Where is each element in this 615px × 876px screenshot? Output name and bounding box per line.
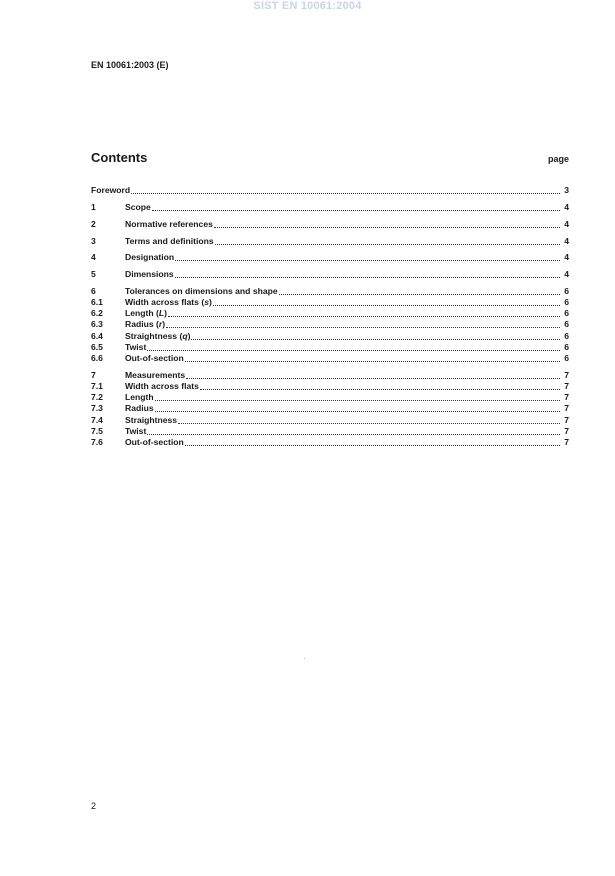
toc-entry[interactable]	[91, 297, 569, 308]
toc-entry-number: 2	[91, 218, 96, 229]
toc-entry-title: Normative references	[125, 218, 213, 229]
toc-entry[interactable]	[91, 381, 569, 392]
toc-entry[interactable]	[91, 286, 569, 297]
toc-entry[interactable]	[91, 426, 569, 437]
toc-entry-page: 3	[564, 185, 569, 196]
footer-page-number: 2	[91, 801, 97, 811]
toc-entry-page: 4	[564, 218, 569, 229]
toc-entry-title: Width across flats	[125, 380, 199, 391]
toc-entry-page: 4	[564, 235, 569, 246]
toc-entry[interactable]	[91, 414, 569, 425]
scan-speck	[304, 658, 305, 659]
toc-entry-page: 7	[564, 436, 569, 447]
toc-entry-page: 6	[564, 341, 569, 352]
toc-entry-page: 4	[564, 201, 569, 212]
toc-entry-page: 7	[564, 380, 569, 391]
toc-leader-dots	[214, 221, 560, 228]
toc-leader-dots	[279, 288, 560, 295]
toc-entry-page: 6	[564, 353, 569, 363]
toc-entry-number: 7.2	[91, 392, 103, 403]
toc-entry-number: 7	[91, 369, 96, 380]
toc-entry[interactable]	[91, 269, 569, 280]
toc-entry-number: 6.6	[91, 353, 103, 363]
toc-entry-page: 7	[564, 403, 569, 414]
toc-entry-number: 6	[91, 285, 96, 296]
toc-leader-dots	[213, 299, 560, 306]
watermark: SIST EN 10061:2004	[253, 0, 362, 12]
toc-entry[interactable]	[91, 235, 569, 246]
toc-entry-page: 6	[564, 285, 569, 296]
toc-entry-number: 5	[91, 269, 96, 280]
toc-leader-dots	[166, 321, 560, 328]
toc-entry-page: 6	[564, 297, 569, 308]
toc-entry-number: 4	[91, 252, 96, 263]
toc-entry[interactable]	[91, 319, 569, 330]
toc-entry[interactable]	[91, 370, 569, 381]
document-id: EN 10061:2003 (E)	[91, 60, 169, 70]
toc-leader-dots	[147, 428, 560, 435]
toc-entry-page: 6	[564, 319, 569, 330]
toc-leader-dots	[175, 271, 560, 278]
contents-title: Contents	[91, 150, 148, 165]
toc-entry-page: 6	[564, 308, 569, 319]
toc-entry-title: Radius (r)	[125, 319, 166, 330]
toc-entry-number: 6.1	[91, 297, 103, 308]
toc-entry-title: Scope	[125, 201, 151, 212]
toc-entry-page: 6	[564, 330, 569, 341]
toc-entry[interactable]	[91, 202, 569, 213]
toc-leader-dots	[131, 187, 560, 194]
toc-entry[interactable]	[91, 219, 569, 230]
toc-entry-title: Designation	[125, 252, 175, 263]
toc-entry-number: 7.5	[91, 425, 103, 436]
toc-entry-number: 7.1	[91, 380, 103, 391]
page-column-heading: page	[547, 154, 569, 164]
toc-entry-page: 7	[564, 414, 569, 425]
toc-entry[interactable]	[91, 437, 569, 448]
toc-leader-dots	[185, 439, 560, 446]
toc-entry-number: 7.4	[91, 414, 103, 425]
toc-entry-number: 6.2	[91, 308, 103, 319]
toc-entry-title: Measurements	[125, 369, 186, 380]
toc-entry[interactable]	[91, 185, 569, 196]
toc-entry-page: 4	[564, 252, 569, 263]
toc-entry-title: Width across flats (s)	[125, 297, 212, 308]
toc-leader-dots	[185, 355, 560, 362]
toc-leader-dots	[155, 405, 560, 412]
toc-entry[interactable]	[91, 342, 569, 353]
toc-entry[interactable]	[91, 330, 569, 341]
toc-entry-page: 7	[564, 392, 569, 403]
toc-entry-number: 3	[91, 235, 96, 246]
toc-entry[interactable]	[91, 392, 569, 403]
toc-entry-title: Twist	[125, 425, 147, 436]
toc-entry[interactable]	[91, 403, 569, 414]
toc-entry-title: Out-of-section	[125, 436, 184, 447]
toc-leader-dots	[178, 417, 560, 424]
toc-entry-number: 1	[91, 201, 96, 212]
toc-entry-title: Terms and definitions	[125, 235, 214, 246]
toc-entry-page: 7	[564, 425, 569, 436]
toc-entry-title: Length (L)	[125, 308, 168, 319]
toc-entry-title: Radius	[125, 403, 154, 414]
toc-entry-title: Tolerances on dimensions and shape	[125, 285, 278, 296]
toc-entry-title: Twist	[125, 341, 147, 352]
toc-entry-page: 7	[564, 369, 569, 380]
toc-leader-dots	[152, 204, 560, 211]
toc-entry-title: Foreword	[91, 185, 131, 196]
toc-entry-title: Out-of-section	[125, 353, 184, 363]
table-of-contents	[91, 185, 569, 448]
toc-leader-dots	[186, 372, 560, 379]
toc-entry-number: 7.3	[91, 403, 103, 414]
toc-leader-dots	[175, 254, 560, 261]
toc-leader-dots	[147, 344, 560, 351]
toc-entry-number: 7.6	[91, 436, 103, 447]
toc-entry-number: 6.5	[91, 341, 103, 352]
toc-leader-dots	[200, 383, 560, 390]
toc-entry-title: Dimensions	[125, 269, 174, 280]
toc-leader-dots	[191, 333, 560, 340]
toc-entry[interactable]	[91, 308, 569, 319]
toc-leader-dots	[168, 310, 560, 317]
toc-entry[interactable]	[91, 353, 569, 364]
toc-entry-title: Length	[125, 392, 154, 403]
toc-entry[interactable]	[91, 252, 569, 263]
toc-entry-title: Straightness (q)	[125, 330, 191, 341]
toc-leader-dots	[215, 238, 560, 245]
toc-entry-number: 6.3	[91, 319, 103, 330]
toc-entry-page: 4	[564, 269, 569, 280]
toc-entry-number: 6.4	[91, 330, 103, 341]
toc-entry-title: Straightness	[125, 414, 178, 425]
toc-leader-dots	[155, 394, 560, 401]
